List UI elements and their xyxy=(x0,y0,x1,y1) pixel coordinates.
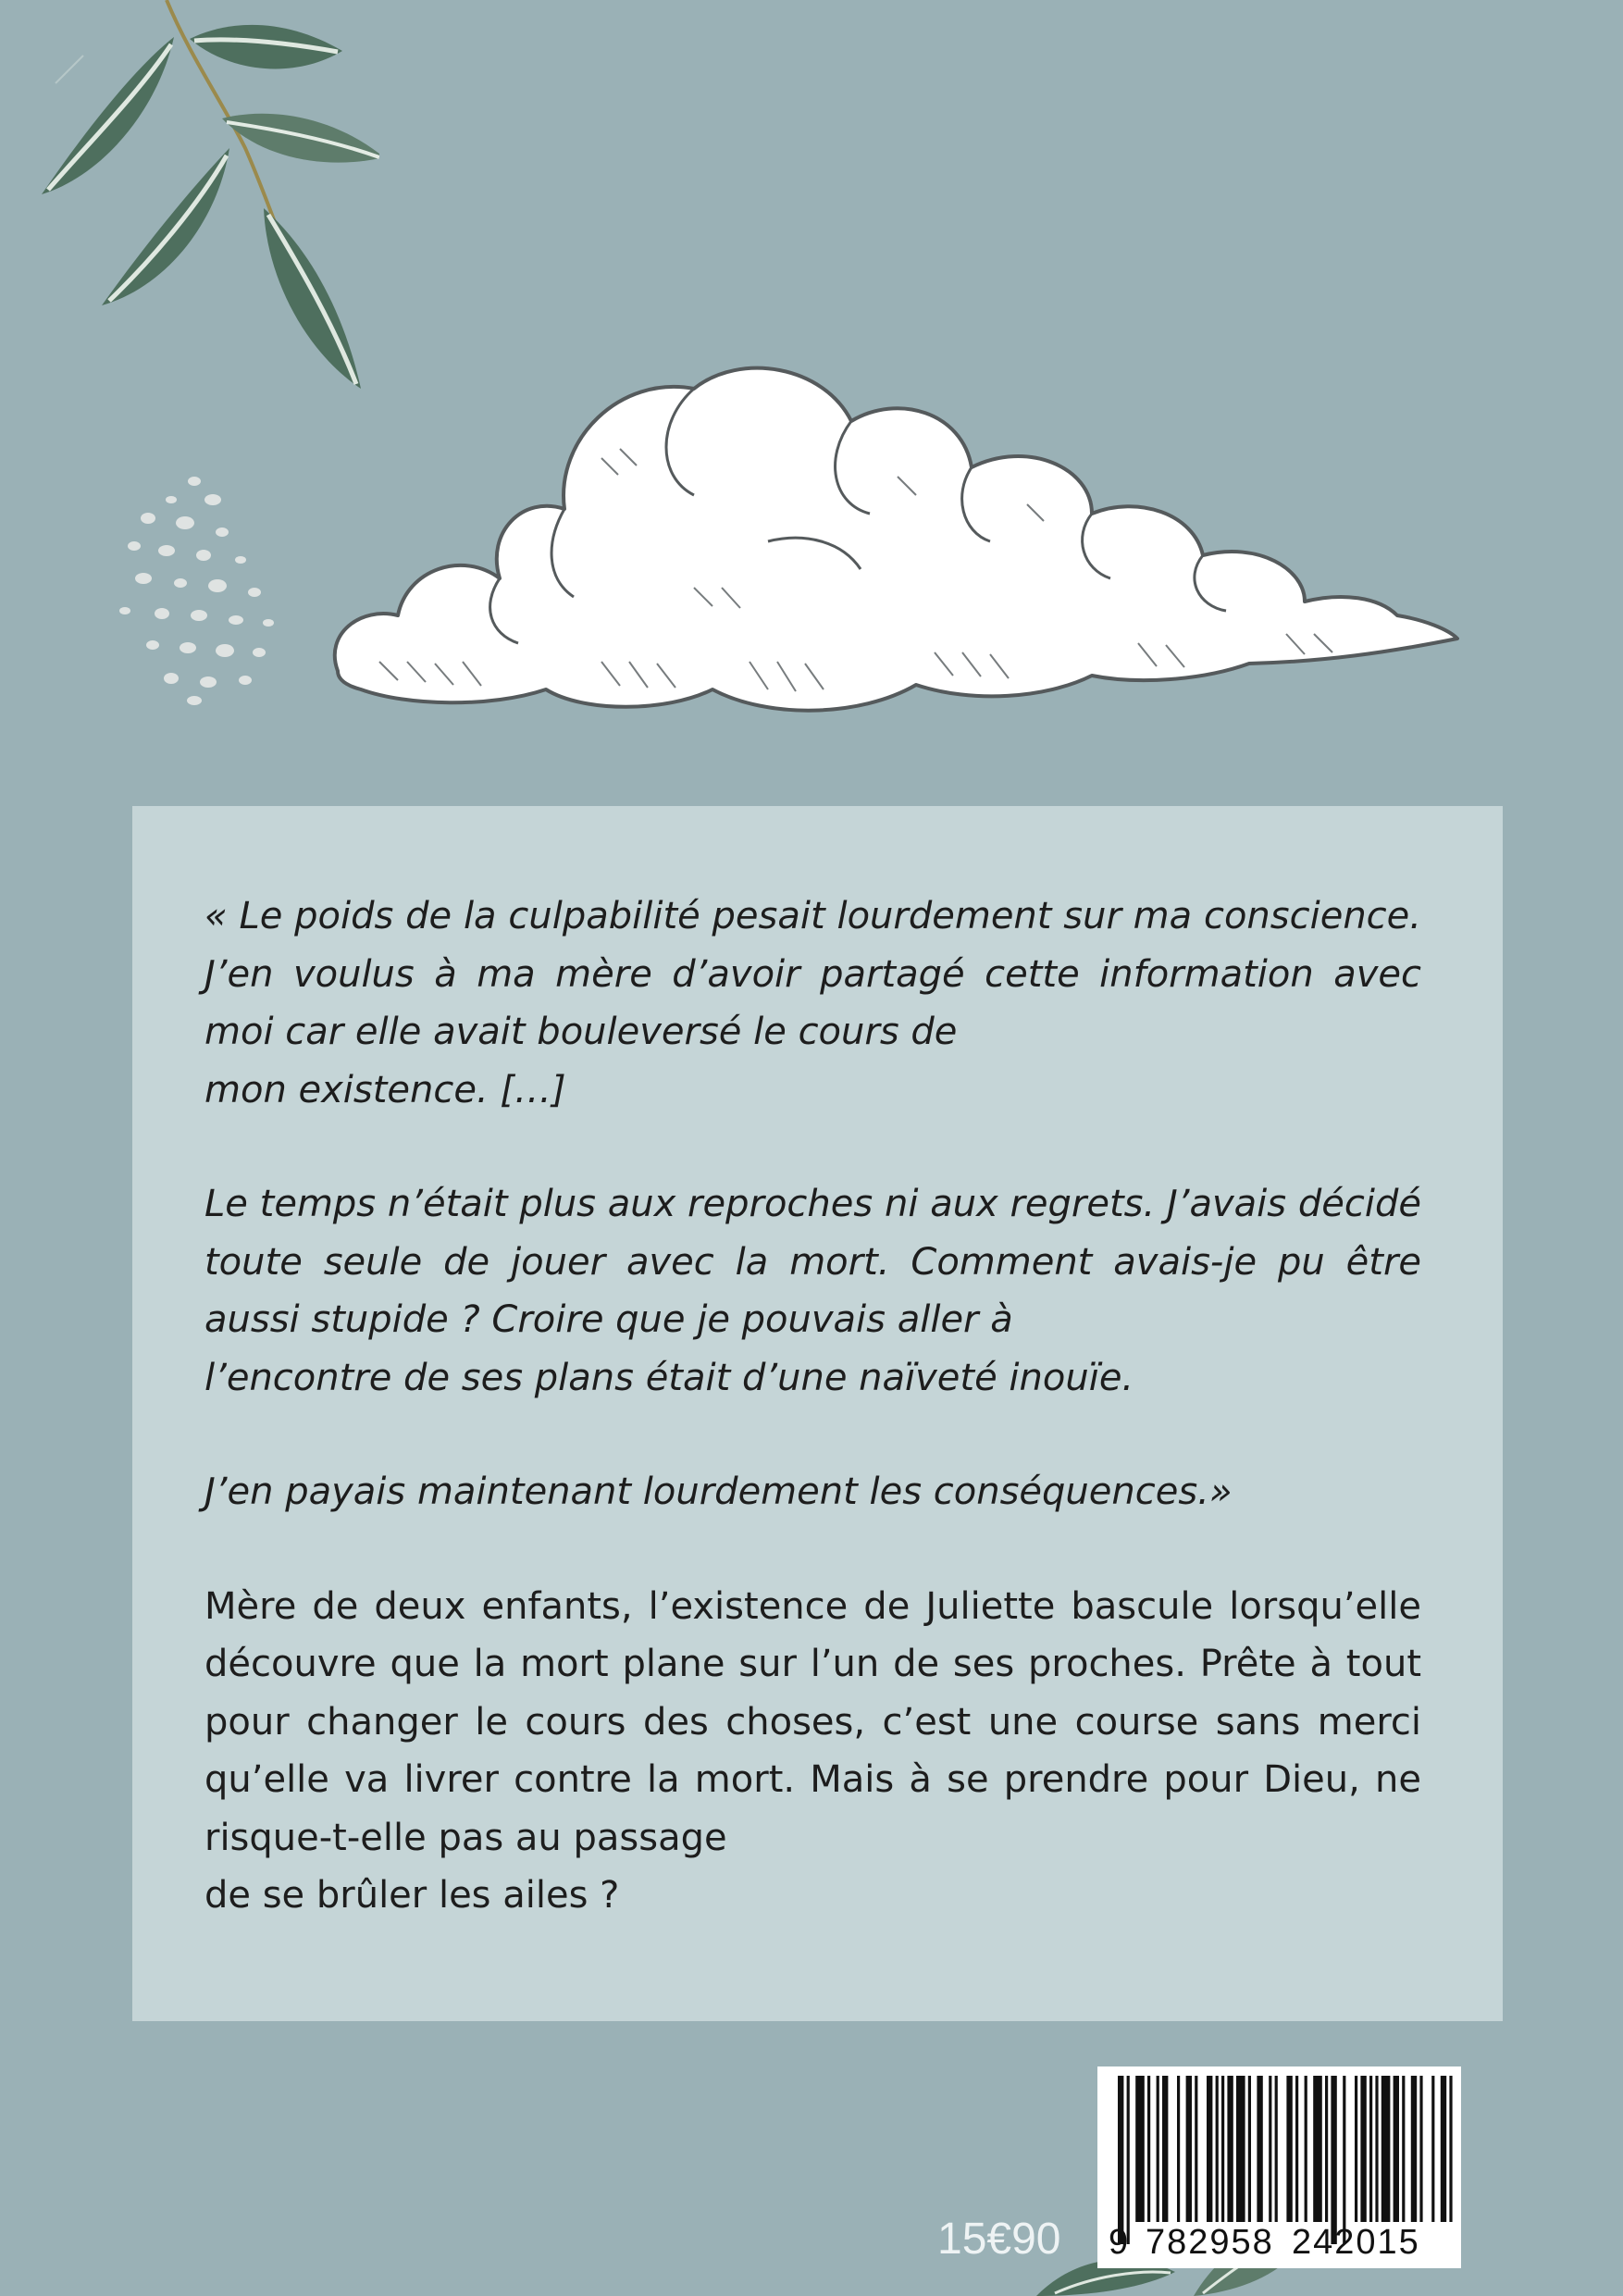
barcode-bar xyxy=(1431,2076,1434,2222)
barcode-bar xyxy=(1381,2076,1391,2222)
barcode-bar xyxy=(1295,2076,1298,2222)
barcode-bar xyxy=(1162,2076,1168,2222)
barcode-bar xyxy=(1207,2076,1212,2222)
excerpt-paragraph-2-body: Le temps n’était plus aux reproches ni aux regrets. J’avais décidé toute seule de jouer avec la mort. Comment avais-je pu être aussi stupide ? Croire que je pouvais aller à xyxy=(204,1183,1421,1341)
barcode-bar xyxy=(1369,2076,1372,2222)
barcode-bar xyxy=(1248,2076,1251,2222)
barcode-bar xyxy=(1227,2076,1233,2222)
cloud-illustration xyxy=(324,356,1462,736)
barcode-bar xyxy=(1186,2076,1192,2222)
speckle-decoration xyxy=(116,467,301,708)
synopsis-paragraph xyxy=(204,1578,1421,1925)
excerpt-paragraph-1-last-line: mon existence. […] xyxy=(204,1068,566,1111)
price-label: 15€90 xyxy=(937,2215,1061,2264)
barcode-bar xyxy=(1305,2076,1307,2222)
barcode-bar xyxy=(1402,2076,1405,2222)
excerpt-paragraph-1-body: « Le poids de la culpabilité pesait lourdement sur ma conscience. J’en voulus à ma mère d’avoir partagé cette information avec moi car elle avait bouleversé le cours de xyxy=(204,895,1421,1053)
isbn-barcode xyxy=(1097,2066,1461,2268)
barcode-bar xyxy=(1449,2076,1452,2222)
barcode-bar xyxy=(1394,2076,1399,2222)
barcode-bar xyxy=(1257,2076,1262,2222)
barcode-bar xyxy=(1236,2076,1245,2222)
excerpt-paragraph-3 xyxy=(204,1463,1421,1521)
barcode-bar xyxy=(1313,2076,1322,2222)
barcode-bar xyxy=(1177,2076,1180,2222)
barcode-bar xyxy=(1343,2076,1345,2244)
barcode-bar xyxy=(1419,2076,1422,2222)
excerpt-paragraph-2 xyxy=(204,1175,1421,1407)
isbn-right-group: 242015 xyxy=(1292,2223,1420,2262)
barcode-bar xyxy=(1331,2076,1336,2244)
barcode-bar xyxy=(1216,2076,1219,2222)
synopsis-panel xyxy=(132,806,1503,2021)
barcode-bar xyxy=(1360,2076,1366,2222)
isbn-left-group: 782958 xyxy=(1146,2223,1274,2262)
barcode-bar xyxy=(1221,2076,1224,2222)
excerpt-paragraph-2-last-line: l’encontre de ses plans était d’une naïveté inouïe. xyxy=(204,1356,1134,1399)
barcode-bar xyxy=(1269,2076,1271,2222)
barcode-bar xyxy=(1355,2076,1357,2222)
barcode-bar xyxy=(1118,2076,1123,2244)
excerpt-paragraph-3-line: J’en payais maintenant lourdement les conséquences.» xyxy=(204,1471,1233,1513)
barcode-bar xyxy=(1411,2076,1417,2222)
barcode-bar xyxy=(1135,2076,1145,2222)
barcode-bar xyxy=(1325,2076,1328,2222)
isbn-prefix-digit: 9 xyxy=(1109,2223,1129,2262)
barcode-bar xyxy=(1441,2076,1446,2222)
barcode-bar xyxy=(1147,2076,1150,2222)
synopsis-paragraph-body: Mère de deux enfants, l’existence de Juliette bascule lorsqu’elle découvre que la mort plane sur l’un de ses proches. Prête à tout pour changer le cours des choses, c’est une course sans merci qu’elle va livrer contre la mort. Mais à se prendre pour Dieu, ne risque-t-elle pas au passage xyxy=(204,1584,1421,1859)
synopsis-paragraph-last-line: de se brûler les ailes ? xyxy=(204,1874,620,1917)
barcode-bar xyxy=(1286,2076,1292,2222)
excerpt-paragraph-1 xyxy=(204,887,1421,1119)
barcode-bar xyxy=(1375,2076,1378,2222)
barcode-bar xyxy=(1195,2076,1197,2222)
barcode-bar xyxy=(1127,2076,1130,2244)
barcode-bar xyxy=(1275,2076,1278,2222)
barcode-bar xyxy=(1157,2076,1159,2222)
